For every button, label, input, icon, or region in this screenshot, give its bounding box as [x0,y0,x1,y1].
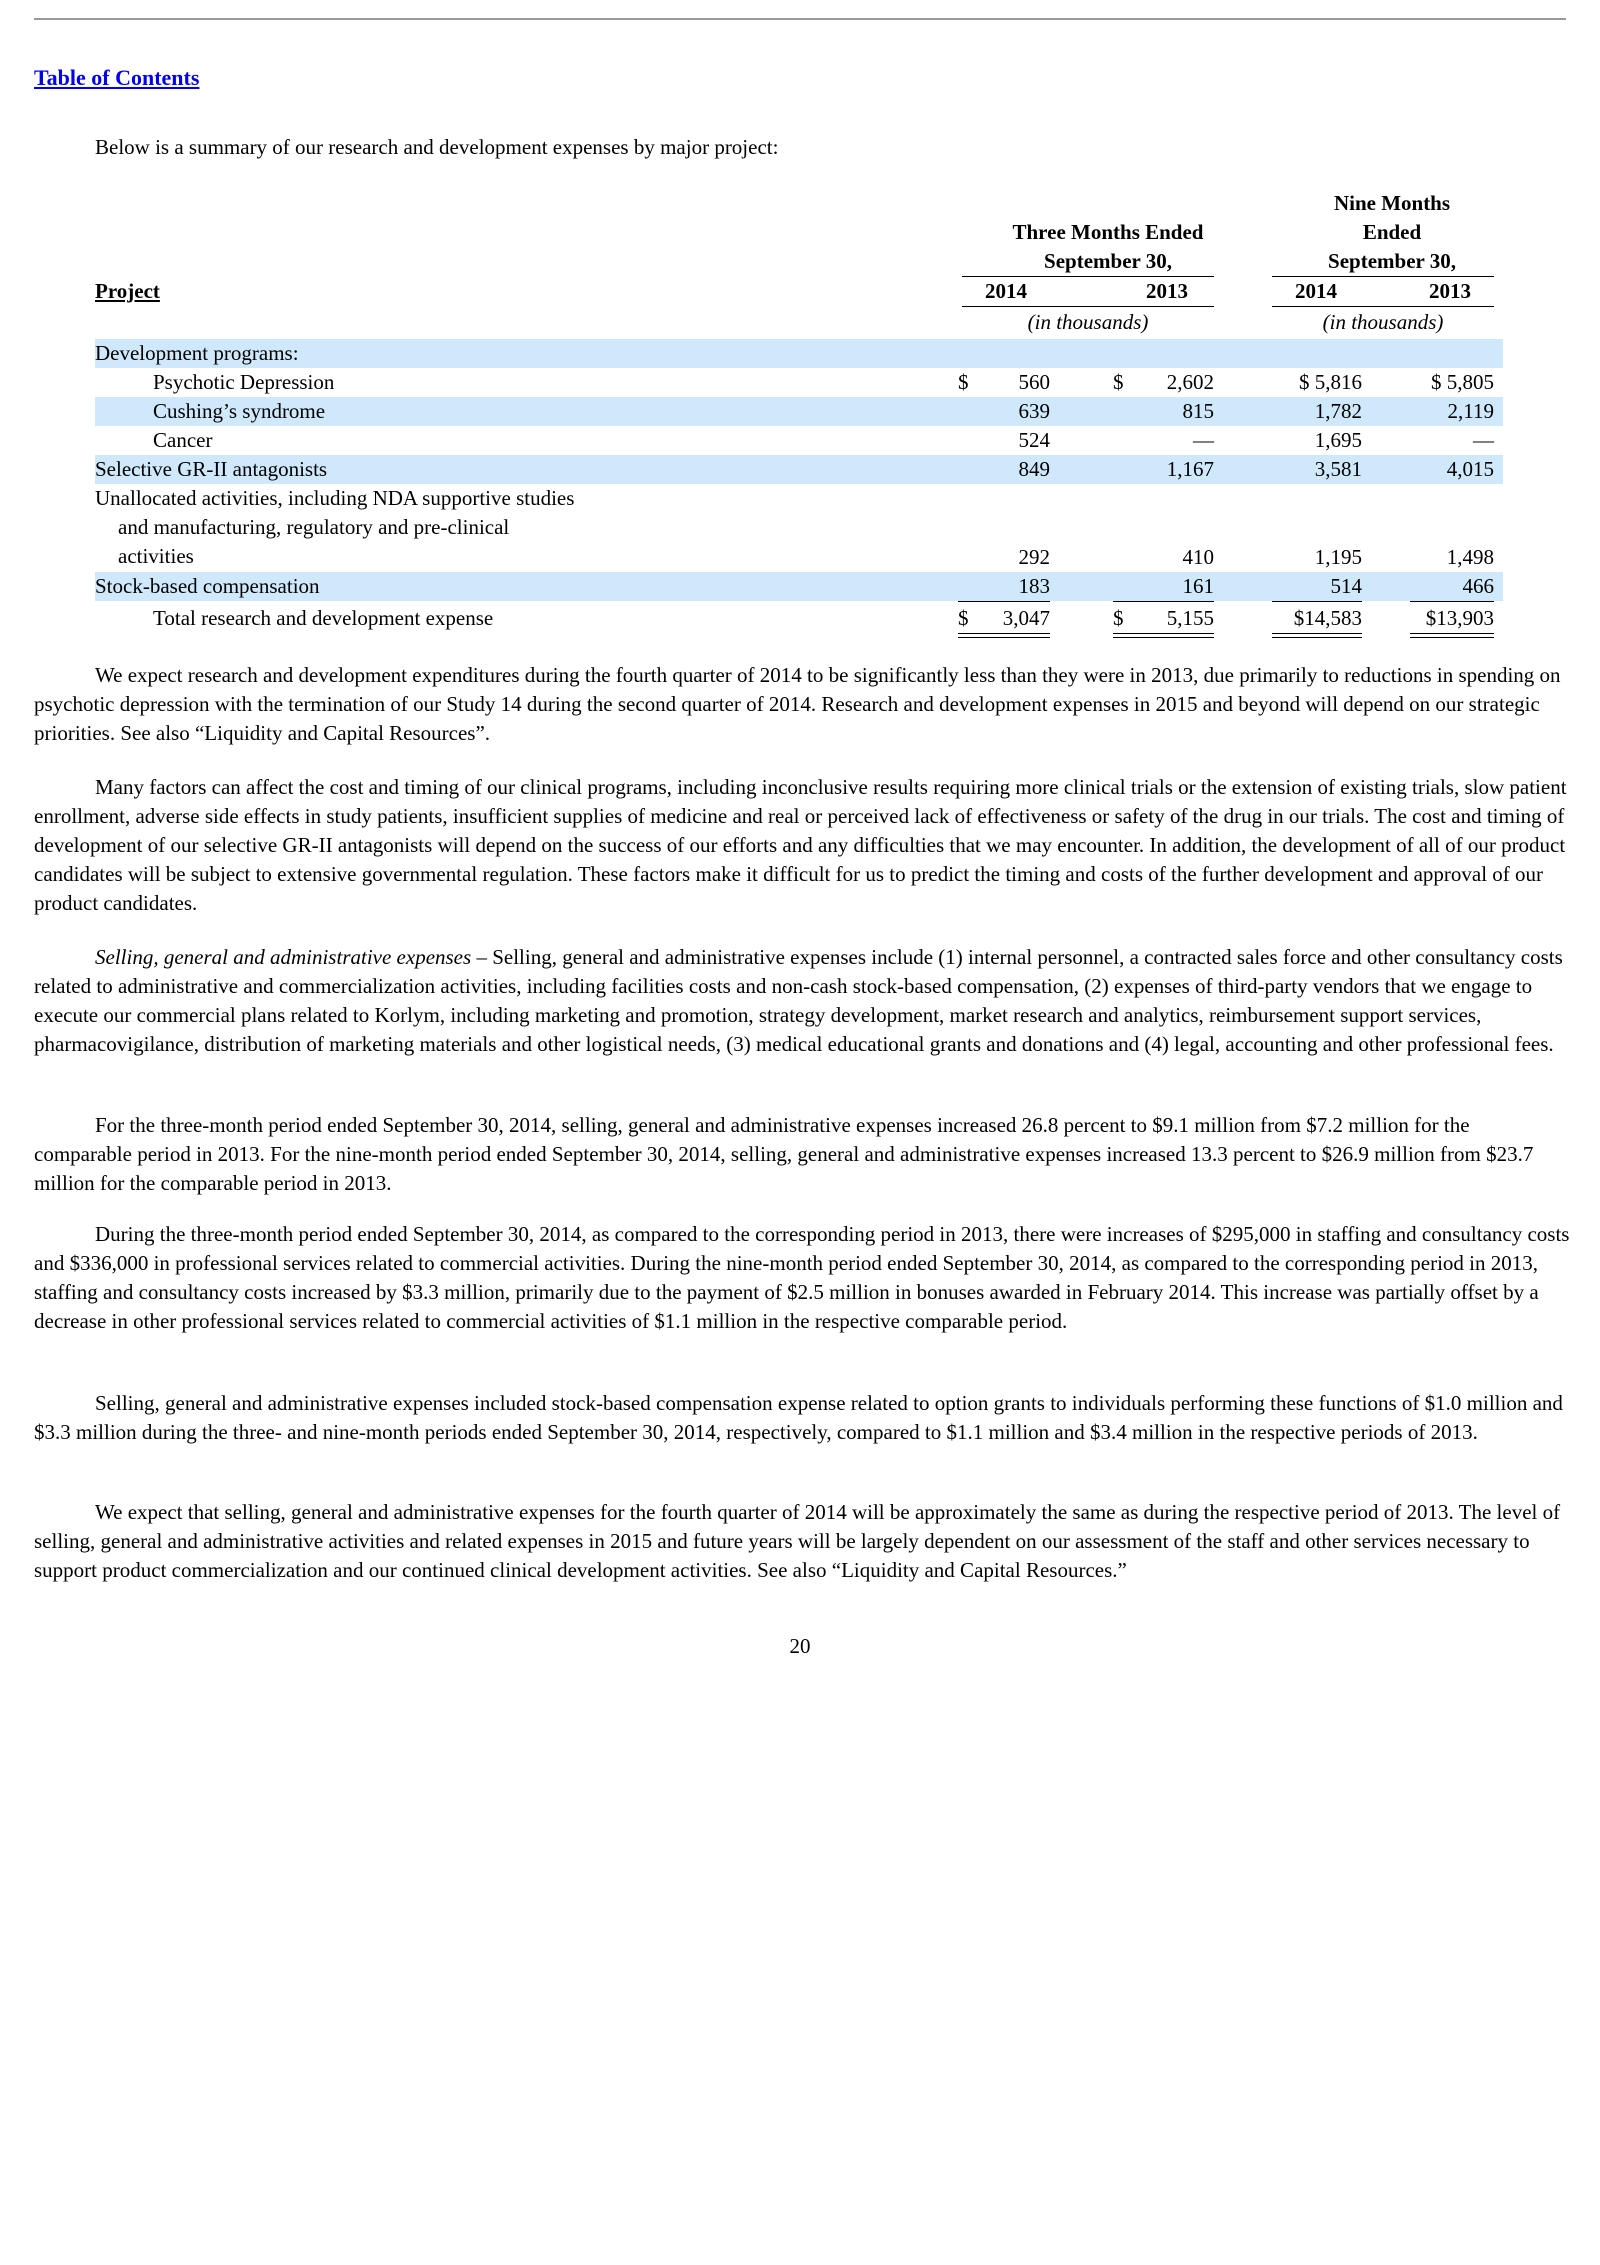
dollar-sign: $ [1113,606,1124,630]
row-band [95,339,1503,368]
table-cell: 292 [1018,545,1050,569]
nine-months-header-line3: September 30, [1328,249,1456,273]
page-number: 20 [789,1634,811,1658]
dollar-sign: $ [958,370,969,394]
table-cell: 161 [1182,574,1214,598]
subtotal-rule [1410,601,1494,602]
table-cell: 1,782 [1314,399,1362,423]
table-cell: 1,498 [1446,545,1494,569]
table-cell: 1,167 [1166,457,1214,481]
intro-text: Below is a summary of our research and development expenses by major project: [95,135,779,159]
table-cell: 466 [1462,574,1494,598]
rd-expenses-table [0,0,1600,660]
row-label: Development programs: [95,341,299,365]
table-cell: 815 [1182,399,1214,423]
body-paragraph: During the three-month period ended September 30, 2014, as compared to the corresponding period in 2013, there were increases of $295,000 in staffing and consultancy costs and $336,000 in professional services related to commercial activities. During the nine-month period ended September 30, 2014, as compared to the corresponding period in 2013, staffing and consultancy costs increased by $3.3 million, primarily due to the payment of $2.5 million in bonuses awarded in February 2014. This increase was partially offset by a decrease in other professional services related to commercial activities of $1.1 million in the respective comparable period. [34,1222,1570,1333]
row-label: Psychotic Depression [153,370,335,394]
total-double-rule [1410,633,1494,638]
project-column-header: Project [95,279,160,303]
body-paragraph: For the three-month period ended September 30, 2014, selling, general and administrative expenses increased 26.8 percent to $9.1 million from $7.2 million for the comparable period in 2013. For the nine-month period ended September 30, 2014, selling, general and administrative expenses increased 13.3 percent to $26.9 million from $23.7 million for the comparable period in 2013. [34,1113,1534,1195]
table-cell: $14,583 [1293,606,1362,630]
table-cell: 3,581 [1314,457,1362,481]
subtotal-rule [958,601,1050,602]
year-rule [1272,306,1494,307]
table-cell: $13,903 [1425,606,1494,630]
year-header: 2014 [1295,279,1337,303]
table-cell: 4,015 [1446,457,1494,481]
body-paragraph: Many factors can affect the cost and timing of our clinical programs, including inconclusive results requiring more clinical trials or the extension of existing trials, slow patient enrollment, adverse side effects in study patients, insufficient supplies of medicine and real or perceived lack of effectiveness or safety of the drug in our trials. The cost and timing of development of our selective GR-II antagonists will depend on the success of our efforts and any difficulties that we may encounter. In addition, the development of all of our product candidates will be subject to extensive governmental regulation. These factors make it difficult for us to predict the timing and costs of the further development and approval of our product candidates. [34,775,1567,915]
table-cell: 639 [1018,399,1050,423]
three-months-header-line1: Three Months Ended [1012,220,1204,244]
table-cell: $ 5,805 [1431,370,1494,394]
year-rule [962,306,1214,307]
table-cell: 514 [1330,574,1362,598]
body-paragraph: We expect that selling, general and administrative expenses for the fourth quarter of 2014 will be approximately the same as during the respective period of 2013. The level of selling, general and administrative activities and related expenses in 2015 and future years will be largely dependent on our assessment of the staff and other services necessary to support product commercialization and our continued clinical development activities. See also “Liquidity and Capital Resources.” [34,1500,1561,1582]
unit-label: (in thousands) [1322,310,1444,334]
table-cell: 1,695 [1314,428,1362,452]
row-label: activities [118,544,194,568]
total-double-rule [958,633,1050,638]
row-label: Selective GR-II antagonists [95,457,328,481]
table-cell: 1,195 [1314,545,1362,569]
table-cell: 5,155 [1166,606,1214,630]
table-cell: 560 [1018,370,1050,394]
table-cell: 410 [1182,545,1214,569]
dollar-sign: $ [1113,370,1124,394]
table-cell: 3,047 [1002,606,1050,630]
table-of-contents-link[interactable]: Table of Contents [34,65,200,90]
header-rule [1272,276,1494,277]
year-header: 2013 [1146,279,1188,303]
subtotal-rule [1272,601,1362,602]
table-cell: 183 [1018,574,1050,598]
dollar-sign: $ [958,606,969,630]
year-header: 2014 [985,279,1027,303]
sga-paragraph [34,943,1570,1059]
table-cell: 524 [1018,428,1050,452]
total-label: Total research and development expense [153,606,494,630]
table-cell: 2,602 [1166,370,1214,394]
body-paragraph: Selling, general and administrative expenses included stock-based compensation expense related to option grants to individuals performing these functions of $1.0 million and $3.3 million during the three- and nine-month periods ended September 30, 2014, respectively, compared to $1.1 million and $3.4 million in the respective periods of 2013. [34,1391,1563,1444]
body-paragraph: We expect research and development expenditures during the fourth quarter of 2014 to be significantly less than they were in 2013, due primarily to reductions in spending on psychotic depression with the termination of our Study 14 during the second quarter of 2014. Research and development expenses in 2015 and beyond will depend on our strategic priorities. See also “Liquidity and Capital Resources”. [34,663,1561,745]
sga-heading: Selling, general and administrative expenses [95,945,472,969]
table-cell: 2,119 [1447,399,1494,423]
nine-months-header-line1: Nine Months [1333,191,1451,215]
row-label: Cushing’s syndrome [153,399,326,423]
unit-label: (in thousands) [1027,310,1149,334]
table-cell: — [1473,428,1494,452]
row-label: Cancer [153,428,213,452]
total-double-rule [1272,633,1362,638]
nine-months-header-line2: Ended [1362,220,1422,244]
row-label: Stock-based compensation [95,574,320,598]
sga-body: – Selling, general and administrative expenses include (1) internal personnel, a contracted sales force and other consultancy costs related to administrative and commercialization activities, including facilities costs and non-cash stock-based compensation, (2) expenses of third-party vendors that we engage to execute our commercial plans related to Korlym, including marketing and promotion, strategy development, market research and analytics, reimbursement support services, pharmacovigilance, distribution of marketing materials and other logistical needs, (3) medical educational grants and donations and (4) legal, accounting and other professional fees. [34,945,1563,1056]
year-header: 2013 [1429,279,1471,303]
table-cell: 849 [1018,457,1050,481]
table-cell: $ 5,816 [1299,370,1362,394]
three-months-header-line2: September 30, [1044,249,1172,273]
row-label: and manufacturing, regulatory and pre-clinical [118,515,510,539]
header-rule [962,276,1214,277]
row-label: Unallocated activities, including NDA supportive studies [95,486,575,510]
table-cell: — [1193,428,1214,452]
subtotal-rule [1113,601,1214,602]
total-double-rule [1113,633,1214,638]
